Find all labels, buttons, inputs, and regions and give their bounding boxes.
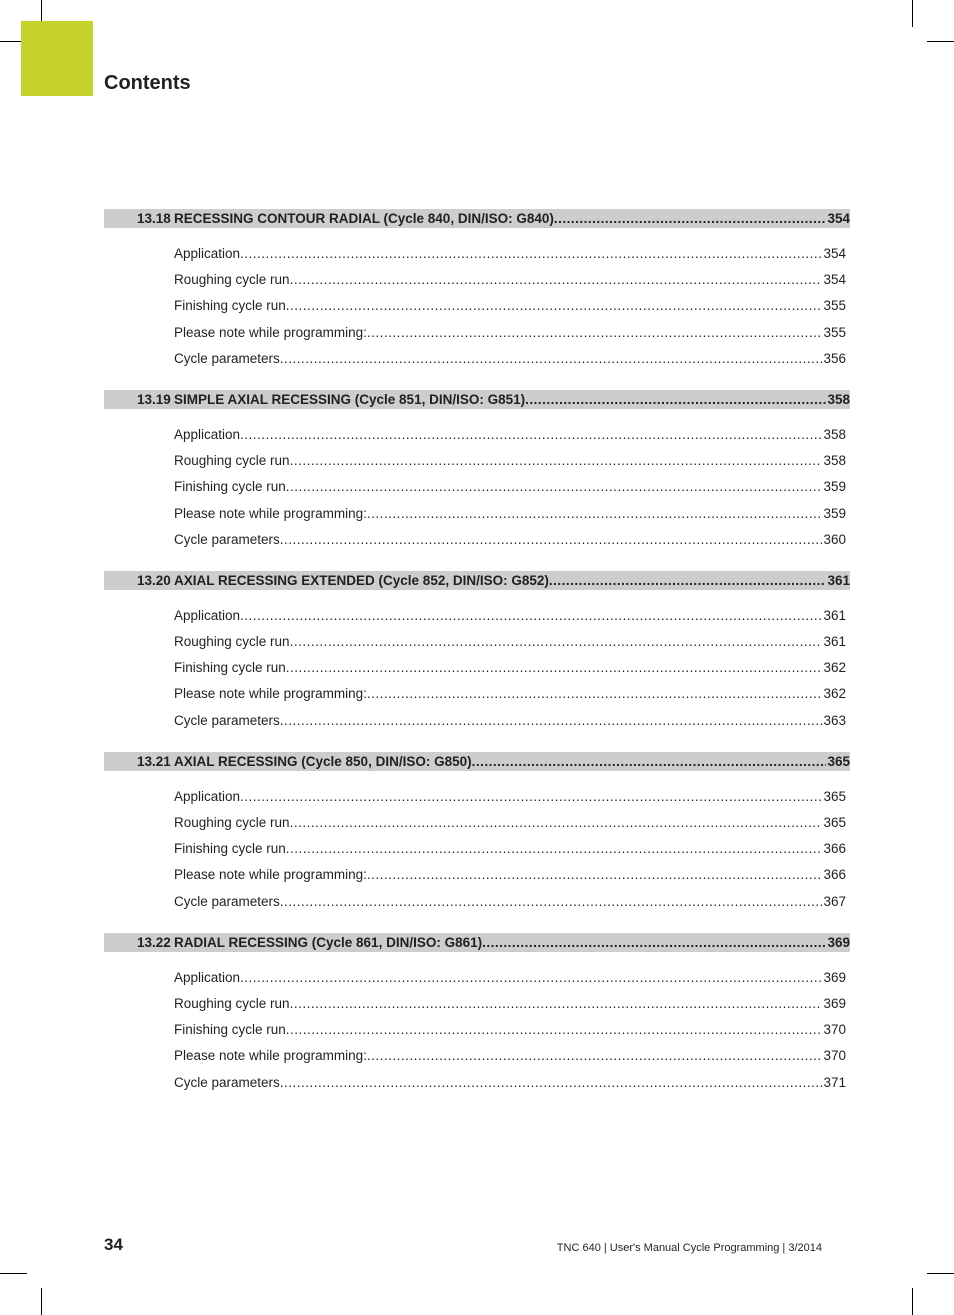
toc-section-heading[interactable] bbox=[104, 752, 850, 771]
entry-label: Roughing cycle run bbox=[174, 453, 290, 469]
entry-label: Finishing cycle run bbox=[174, 298, 286, 314]
toc-entry[interactable] bbox=[174, 349, 846, 375]
section-title: RECESSING CONTOUR RADIAL (Cycle 840, DIN/ISO: G840) bbox=[174, 211, 554, 226]
entry-page: 365 bbox=[823, 788, 846, 804]
entry-label: Cycle parameters bbox=[174, 1074, 280, 1090]
dot-leader bbox=[286, 1020, 823, 1039]
dot-leader bbox=[367, 865, 823, 884]
toc-entry[interactable] bbox=[174, 451, 846, 477]
section-page: 361 bbox=[827, 572, 850, 588]
dot-leader bbox=[367, 323, 823, 342]
entry-label: Application bbox=[174, 788, 241, 804]
entry-label: Please note while programming: bbox=[174, 505, 367, 521]
dot-leader bbox=[525, 391, 826, 408]
dot-leader bbox=[280, 711, 823, 730]
toc-entry[interactable] bbox=[174, 711, 846, 737]
dot-leader bbox=[290, 451, 823, 470]
toc-entry[interactable] bbox=[174, 323, 846, 349]
entry-label: Finishing cycle run bbox=[174, 841, 286, 857]
section-page: 365 bbox=[827, 753, 850, 769]
entry-label: Application bbox=[174, 969, 241, 985]
entry-page: 359 bbox=[823, 479, 846, 495]
section-number: 13.20 bbox=[137, 572, 171, 588]
entry-page: 361 bbox=[823, 634, 846, 650]
toc-entry[interactable] bbox=[174, 994, 846, 1020]
dot-leader bbox=[549, 572, 827, 589]
crop-mark bbox=[41, 1288, 42, 1315]
toc-entry-list bbox=[104, 409, 850, 571]
entry-label: Application bbox=[174, 607, 241, 623]
footer-text: TNC 640 | User's Manual Cycle Programming | 3/2014 bbox=[556, 1242, 822, 1254]
entry-page: 361 bbox=[823, 607, 846, 623]
entry-page: 363 bbox=[823, 712, 846, 728]
toc-entry[interactable] bbox=[174, 839, 846, 865]
dot-leader bbox=[240, 606, 822, 625]
entry-label: Application bbox=[174, 246, 241, 261]
entry-page: 369 bbox=[823, 995, 846, 1011]
section-number: 13.18 bbox=[137, 211, 171, 226]
entry-page: 360 bbox=[823, 531, 846, 547]
toc-entry[interactable] bbox=[174, 865, 846, 891]
crop-mark bbox=[0, 1273, 27, 1274]
section-title: SIMPLE AXIAL RECESSING (Cycle 851, DIN/ISO: G851) bbox=[174, 391, 526, 407]
toc-entry[interactable] bbox=[174, 270, 846, 296]
section-number: 13.22 bbox=[137, 934, 171, 950]
dot-leader bbox=[290, 270, 823, 289]
dot-leader bbox=[280, 892, 823, 911]
entry-label: Please note while programming: bbox=[174, 1048, 367, 1064]
crop-mark bbox=[912, 1288, 913, 1315]
toc-entry[interactable] bbox=[174, 1046, 846, 1072]
entry-label: Roughing cycle run bbox=[174, 815, 290, 830]
entry-page: 358 bbox=[823, 453, 846, 469]
dot-leader bbox=[367, 1046, 823, 1065]
entry-label: Finishing cycle run bbox=[174, 479, 286, 495]
toc-section-heading[interactable] bbox=[104, 571, 850, 590]
entry-label: Cycle parameters bbox=[174, 893, 280, 909]
entry-page: 366 bbox=[823, 841, 846, 857]
page-title: Contents bbox=[104, 72, 191, 94]
crop-mark bbox=[927, 1273, 954, 1274]
entry-page: 367 bbox=[823, 893, 846, 909]
entry-label: Finishing cycle run bbox=[174, 1022, 286, 1038]
dot-leader bbox=[367, 684, 823, 703]
entry-label: Cycle parameters bbox=[174, 712, 280, 728]
entry-page: 371 bbox=[823, 1074, 846, 1090]
section-title: RADIAL RECESSING (Cycle 861, DIN/ISO: G861) bbox=[174, 934, 483, 950]
toc-entry[interactable] bbox=[174, 968, 846, 994]
section-title: AXIAL RECESSING EXTENDED (Cycle 852, DIN/ISO: G852) bbox=[174, 572, 549, 588]
toc-entry[interactable] bbox=[174, 425, 846, 451]
entry-label: Please note while programming: bbox=[174, 686, 367, 702]
entry-label: Roughing cycle run bbox=[174, 634, 290, 650]
dot-leader bbox=[240, 244, 822, 263]
toc-entry-list bbox=[104, 590, 850, 752]
chapter-color-block bbox=[21, 21, 93, 96]
crop-mark bbox=[912, 0, 913, 27]
section-number: 13.19 bbox=[137, 391, 171, 407]
entry-page: 354 bbox=[823, 272, 846, 288]
dot-leader bbox=[286, 839, 823, 858]
entry-page: 362 bbox=[823, 660, 846, 676]
dot-leader bbox=[240, 425, 822, 444]
entry-page: 356 bbox=[823, 350, 846, 366]
entry-page: 354 bbox=[823, 246, 846, 261]
toc-entry[interactable] bbox=[174, 296, 846, 322]
crop-mark bbox=[927, 41, 954, 42]
entry-page: 358 bbox=[823, 426, 846, 442]
dot-leader bbox=[280, 1073, 823, 1092]
toc-entry[interactable] bbox=[174, 477, 846, 503]
toc-entry[interactable] bbox=[174, 684, 846, 710]
dot-leader bbox=[240, 787, 822, 806]
toc-entry[interactable] bbox=[174, 787, 846, 813]
dot-leader bbox=[472, 753, 827, 770]
dot-leader bbox=[280, 349, 823, 368]
toc-entry[interactable] bbox=[174, 530, 846, 556]
toc-entry[interactable] bbox=[174, 632, 846, 658]
entry-page: 370 bbox=[823, 1022, 846, 1038]
dot-leader bbox=[482, 934, 826, 951]
entry-label: Application bbox=[174, 426, 241, 442]
toc-entry[interactable] bbox=[174, 244, 846, 270]
toc-entry[interactable] bbox=[174, 1020, 846, 1046]
entry-label: Cycle parameters bbox=[174, 531, 280, 547]
dot-leader bbox=[367, 504, 823, 523]
entry-label: Cycle parameters bbox=[174, 350, 280, 366]
entry-page: 369 bbox=[823, 969, 846, 985]
dot-leader bbox=[554, 210, 827, 227]
toc-entry-list bbox=[104, 952, 850, 1114]
entry-label: Please note while programming: bbox=[174, 867, 367, 883]
entry-label: Please note while programming: bbox=[174, 324, 367, 340]
dot-leader bbox=[286, 477, 823, 496]
entry-label: Finishing cycle run bbox=[174, 660, 286, 676]
entry-page: 362 bbox=[823, 686, 846, 702]
toc-section-heading[interactable] bbox=[104, 933, 850, 952]
section-number: 13.21 bbox=[137, 753, 171, 769]
toc-section-heading[interactable] bbox=[104, 390, 850, 409]
toc-entry[interactable] bbox=[174, 892, 846, 918]
dot-leader bbox=[290, 632, 823, 651]
table-of-contents bbox=[104, 209, 850, 1114]
toc-entry[interactable] bbox=[174, 1073, 846, 1099]
section-page: 369 bbox=[827, 934, 850, 950]
entry-page: 366 bbox=[823, 867, 846, 883]
dot-leader bbox=[286, 296, 823, 315]
toc-entry[interactable] bbox=[174, 504, 846, 530]
toc-entry[interactable] bbox=[174, 606, 846, 632]
entry-label: Roughing cycle run bbox=[174, 272, 290, 288]
dot-leader bbox=[290, 813, 823, 832]
section-page: 358 bbox=[827, 391, 850, 407]
dot-leader bbox=[280, 530, 823, 549]
toc-entry[interactable] bbox=[174, 813, 846, 839]
toc-entry[interactable] bbox=[174, 658, 846, 684]
section-page: 354 bbox=[827, 211, 850, 226]
toc-section-heading[interactable] bbox=[104, 209, 850, 228]
toc-entry-list bbox=[104, 771, 850, 933]
entry-page: 359 bbox=[823, 505, 846, 521]
page-number: 34 bbox=[104, 1235, 123, 1254]
dot-leader bbox=[240, 968, 822, 987]
section-title: AXIAL RECESSING (Cycle 850, DIN/ISO: G850) bbox=[174, 753, 472, 769]
entry-page: 355 bbox=[823, 298, 846, 314]
entry-page: 355 bbox=[823, 324, 846, 340]
entry-page: 370 bbox=[823, 1048, 846, 1064]
toc-entry-list bbox=[104, 228, 850, 390]
entry-label: Roughing cycle run bbox=[174, 995, 290, 1011]
entry-page: 365 bbox=[823, 815, 846, 830]
dot-leader bbox=[286, 658, 823, 677]
dot-leader bbox=[290, 994, 823, 1013]
